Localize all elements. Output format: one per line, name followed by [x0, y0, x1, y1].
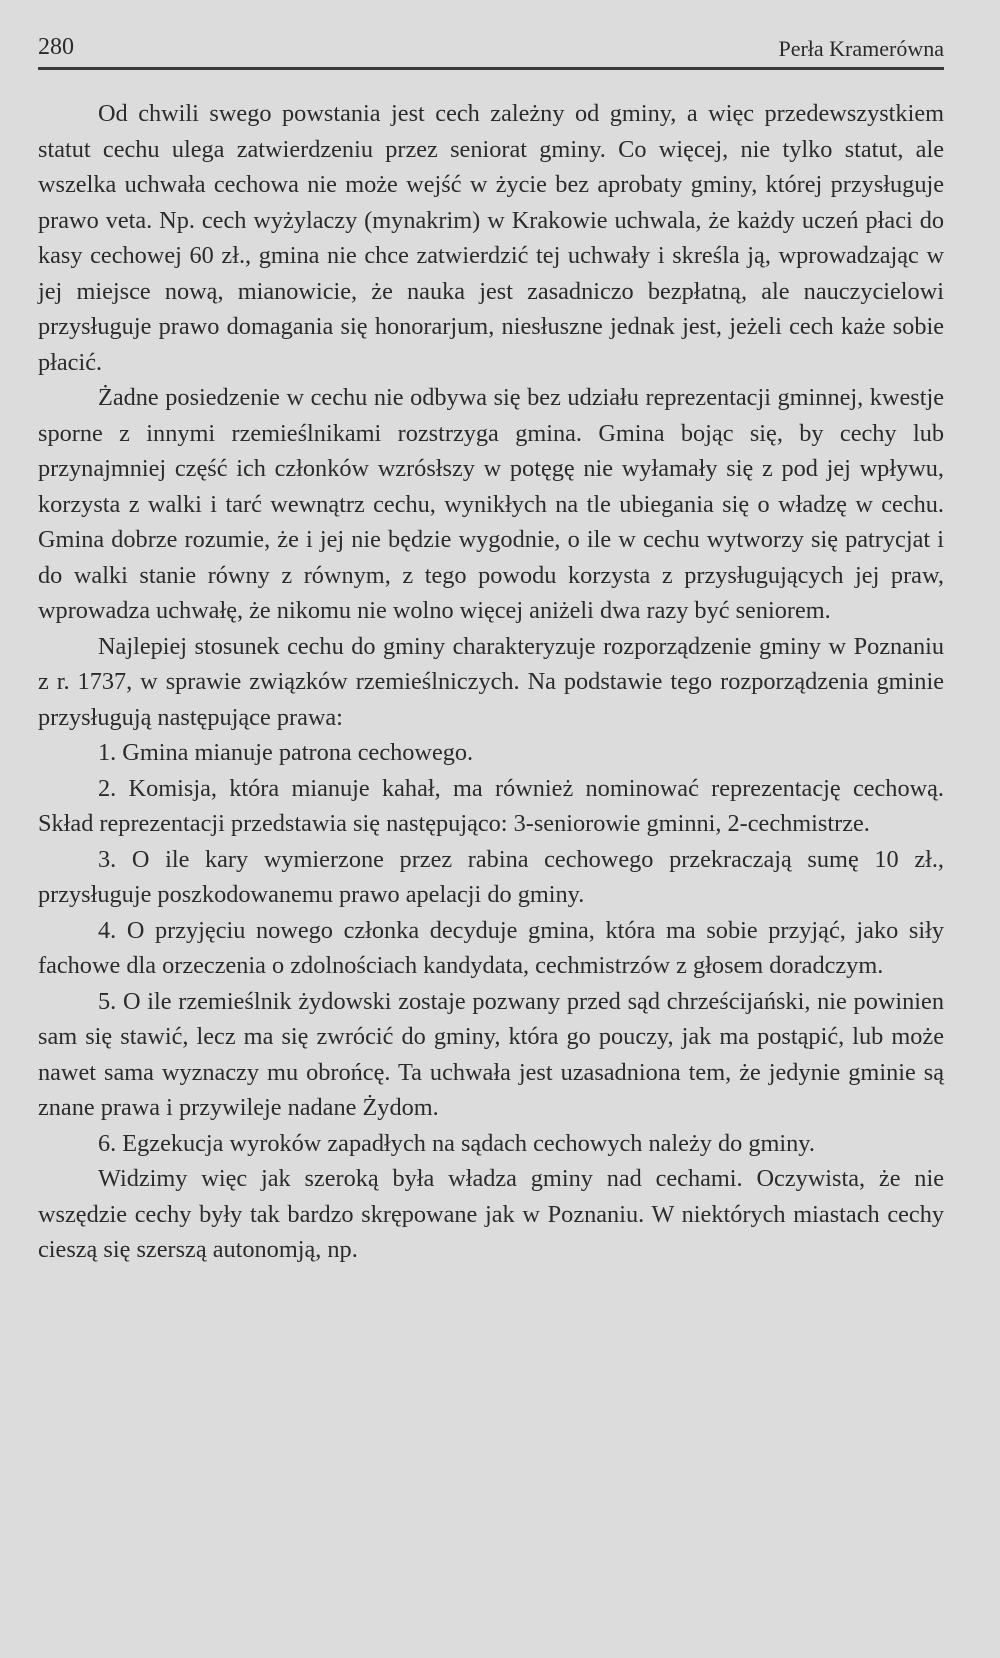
paragraph: Od chwili swego powstania jest cech zależny od gminy, a więc przedewszystkiem statut cechu ulega zatwierdzeniu przez seniorat gminy. Co więcej, nie tylko statut, ale wszelka uchwała cechowa nie może wejść w życie bez aprobaty gminy, której przysługuje prawo veta. Np. cech wyżylaczy (mynakrim) w Krakowie uchwala, że każdy uczeń płaci do kasy cechowej 60 zł., gmina nie chce zatwierdzić tej uchwały i skreśla ją, wprowadzając w jej miejsce nową, mianowicie, że nauka jest zasadniczo bezpłatną, ale nauczycielowi przysługuje prawo domagania się honorarjum, niesłuszne jednak jest, jeżeli cech każe sobie płacić. — [38, 100, 944, 376]
body-text — [38, 96, 944, 1268]
list-item: 3. O ile kary wymierzone przez rabina cechowego przekraczają sumę 10 zł., przysługuje poszkodowanemu prawo apelacji do gminy. — [38, 845, 944, 908]
list-item: 4. O przyjęciu nowego członka decyduje gmina, która ma sobie przyjąć, jako siły fachowe dla orzeczenia o zdolnościach kandydata, cechmistrzów z głosem doradczym. — [38, 916, 944, 979]
header-rule — [38, 67, 944, 70]
page-number: 280 — [38, 34, 74, 60]
running-head: Perła Kramerówna — [778, 36, 944, 61]
page-header — [38, 30, 944, 64]
paragraph: Żadne posiedzenie w cechu nie odbywa się bez udziału reprezentacji gminnej, kwestje sporne z innymi rzemieślnikami rozstrzyga gmina. Gmina bojąc się, by cechy lub przynajmniej część ich członków wzrósłszy w potęgę nie wyłamały się z pod jej wpływu, korzysta z walki i tarć wewnątrz cechu, wynikłych na tle ubiegania się o władzę w cechu. Gmina dobrze rozumie, że i jej nie będzie wygodnie, o ile w cechu wytworzy się patrycjat i do walki stanie równy z równym, z tego powodu korzysta z przysługujących jej praw, wprowadza uchwałę, że nikomu nie wolno więcej aniżeli dwa razy być seniorem. — [38, 384, 944, 624]
list-item: 1. Gmina mianuje patrona cechowego. — [98, 739, 474, 766]
paragraph: Najlepiej stosunek cechu do gminy charakteryzuje rozporządzenie gminy w Poznaniu z r. 1737, w sprawie związków rzemieślniczych. Na podstawie tego rozporządzenia gminie przysługują następujące prawa: — [38, 632, 944, 731]
closing-paragraph: Widzimy więc jak szeroką była władza gminy nad cechami. Oczywista, że nie wszędzie cechy były tak bardzo skrępowane jak w Poznaniu. W niektórych miastach cechy cieszą się szerszą autonomją, np. — [38, 1165, 944, 1263]
list-item: 2. Komisja, która mianuje kahał, ma również nominować reprezentację cechową. Skład reprezentacji przedstawia się następująco: 3-seniorowie gminni, 2-cechmistrze. — [38, 774, 944, 837]
list-item: 6. Egzekucja wyroków zapadłych na sądach cechowych należy do gminy. — [98, 1129, 815, 1157]
list-item: 5. O ile rzemieślnik żydowski zostaje pozwany przed sąd chrześcijański, nie powinien sam się stawić, lecz ma się zwrócić do gminy, która go pouczy, jak ma postąpić, lub może nawet sama wyznaczy mu obrońcę. Ta uchwała jest uzasadniona tem, że jedynie gminie są znane prawa i przywileje nadane Żydom. — [38, 987, 944, 1121]
